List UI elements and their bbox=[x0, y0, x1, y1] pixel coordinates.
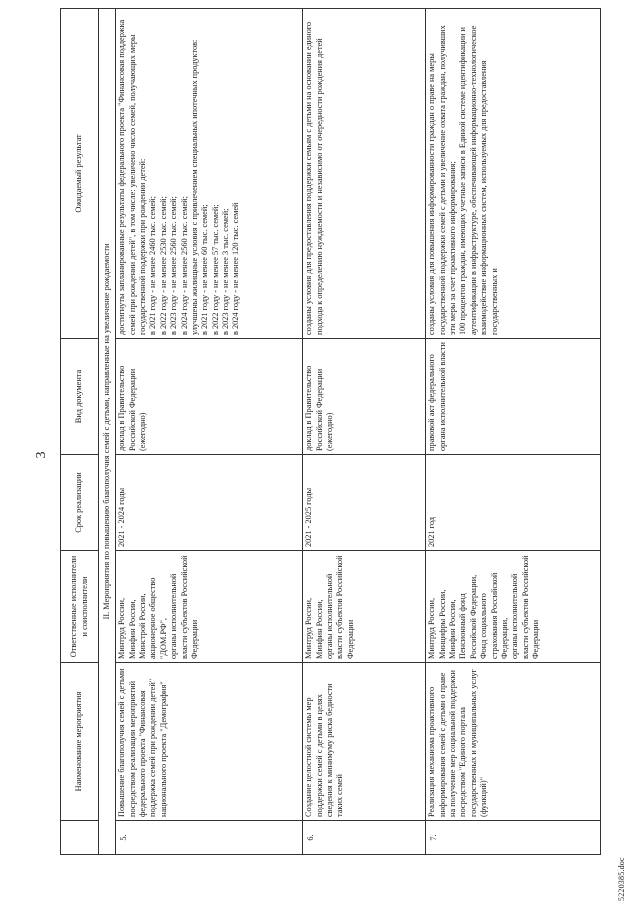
measure-doc-type: доклад в Правительство Российской Федерации (ежегодно) bbox=[303, 339, 426, 455]
section-title: II. Мероприятия по повышению благополучия семей с детьми, направленные на увеличение рождаемости bbox=[99, 9, 116, 855]
footer-doc-code: 5220385.doc bbox=[617, 857, 626, 901]
measure-name: Реализация механизма проактивного информирования семей с детьми о праве на получение мер социальной поддержки посредством "Единого портала государственных и муниципальных услуг (функций)" bbox=[426, 663, 601, 821]
measure-term: 2021 - 2025 годы bbox=[303, 455, 426, 551]
measure-doc-type: доклад в Правительство Российской Федерации (ежегодно) bbox=[116, 339, 303, 455]
header-number bbox=[61, 821, 99, 855]
section-row bbox=[99, 9, 116, 855]
measure-name: Создание целостной системы мер поддержки семей с детьми в целях сведения к минимуму риска бедности таких семей bbox=[303, 663, 426, 821]
header-name: Наименование мероприятия bbox=[61, 663, 99, 821]
table-row bbox=[116, 9, 303, 855]
row-number: 6. bbox=[303, 821, 426, 855]
page-number: 3 bbox=[34, 451, 49, 459]
table-row bbox=[303, 9, 426, 855]
measure-result: созданы условия для повышения информированности граждан о праве на меры государственной поддержки семей с детьми и увеличение охвата граждан, получивших эти меры за счет проактивного информирования; 100 процентов граждан, имеющих учетные записи в Единой системе идентификации и аутентификации в инфраструктуре, обеспечивающей информационно-технологическое взаимодействие информационных систем, используемых для предоставления государственных и bbox=[426, 9, 601, 339]
table-row bbox=[426, 9, 601, 855]
header-term: Срок реализации bbox=[61, 455, 99, 551]
measure-result: достигнуты запланированные результаты федерального проекта "Финансовая поддержка семей при рождении детей", в том числе: увеличено число семей, получающих меры государственной поддержки при рождении детей: в 2021 году - не менее 2460 тыс. семей; в 2022 году - не менее 2530 тыс. семей; в 2023 году - не менее 2560 тыс. семей; в 2024 году - не менее 2560 тыс. семей; улучшены жилищные условия с привлечением специальных ипотечных продуктов: в 2021 году - не менее 60 тыс. семей; в 2022 году - не менее 57 тыс. семей; в 2023 году - не менее 3 тыс. семей; в 2024 году - не менее 120 тыс. семей bbox=[116, 9, 303, 339]
table-header-row bbox=[61, 9, 99, 855]
measure-name: Повышение благополучия семей с детьми посредством реализации мероприятий федерального проекта "Финансовая поддержка семей при рождении детей" национального проекта "Демография" bbox=[116, 663, 303, 821]
measure-doc-type: правовой акт федерального органа исполнительной власти bbox=[426, 339, 601, 455]
measure-term: 2021 год bbox=[426, 455, 601, 551]
measures-table bbox=[60, 8, 601, 855]
row-number: 7. bbox=[426, 821, 601, 855]
header-result: Ожидаемый результат bbox=[61, 9, 99, 339]
header-executors: Ответственные исполнители и соисполнители bbox=[61, 551, 99, 663]
measure-result: созданы условия для предоставления поддержки семьям с детьми на основании единого подхода к определению нуждаемости и независимо от очередности рождения детей bbox=[303, 9, 426, 339]
measure-executors: Минтруд России, Минфин России, Минстрой России, акционерное общество "ДОМ.РФ", органы исполнительной власти субъектов Российской Федерации bbox=[116, 551, 303, 663]
header-doc-type: Вид документа bbox=[61, 339, 99, 455]
measure-executors: Минтруд России, Минфин России, органы исполнительной власти субъектов Российской Федерации bbox=[303, 551, 426, 663]
measure-executors: Минтруд России, Минцифры России, Минфин России, Пенсионный фонд Российской Федерации, Фонд социального страхования Российской Федерации, органы исполнительной власти субъектов Российской Федерации bbox=[426, 551, 601, 663]
measure-term: 2021 - 2024 годы bbox=[116, 455, 303, 551]
row-number: 5. bbox=[116, 821, 303, 855]
